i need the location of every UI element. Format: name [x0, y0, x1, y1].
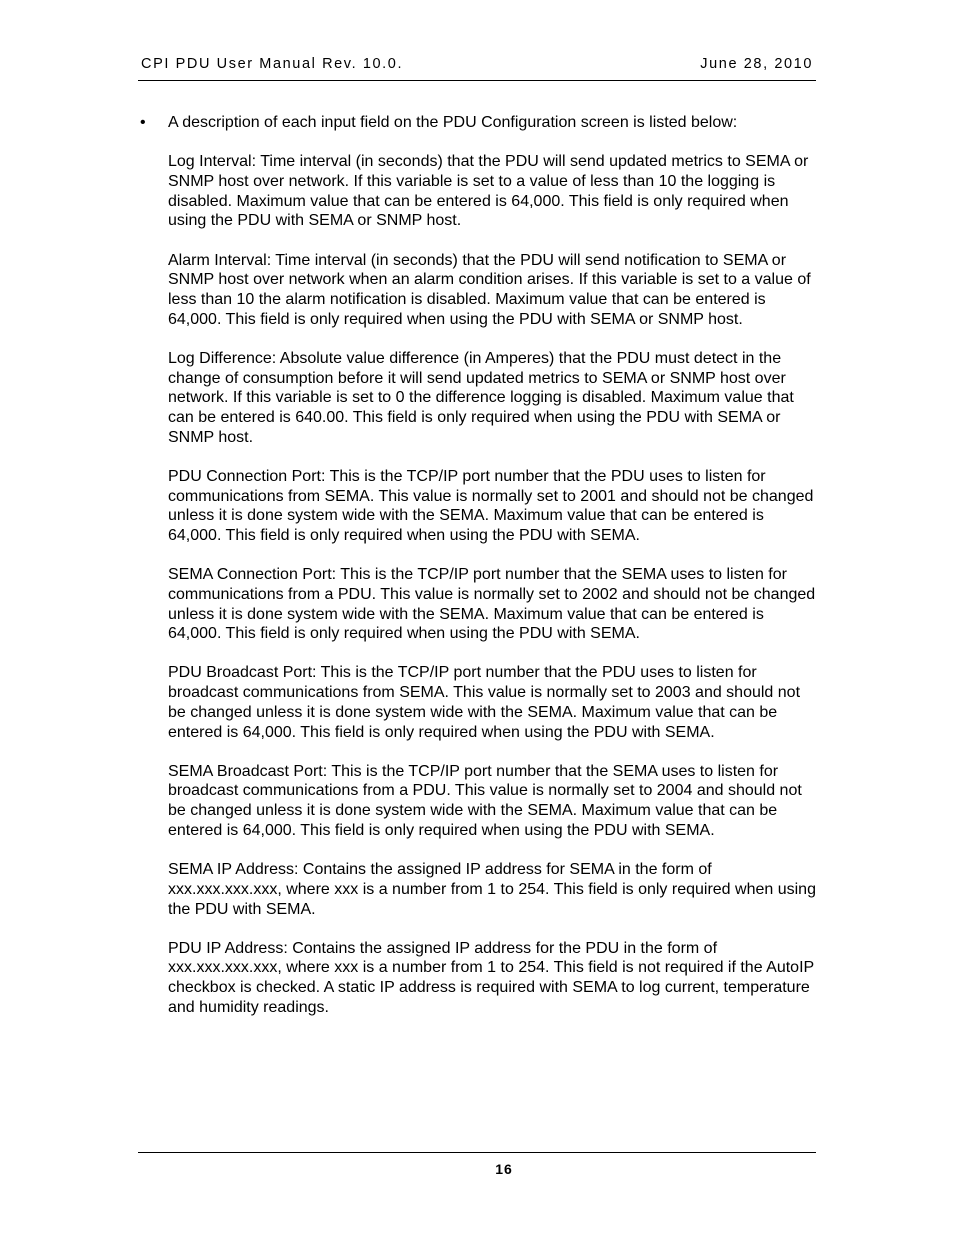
bullet-item — [140, 113, 820, 133]
bullet-icon: • — [140, 114, 146, 131]
page-header — [138, 54, 816, 81]
document-date: June 28, 2010 — [700, 56, 813, 72]
sema-connection-port-description: SEMA Connection Port: This is the TCP/IP port number that the SEMA uses to listen for communications from a PDU. This value is normally set to 2002 and should not be changed unless it is done system wide with the SEMA. Maximum value that can be entered is 64,000. This field is only required when using the PDU with SEMA. — [168, 566, 816, 643]
sema-broadcast-port-description: SEMA Broadcast Port: This is the TCP/IP port number that the SEMA uses to listen for broadcast communications from a PDU. This value is normally set to 2004 and should not be changed unless it is done system wide with the SEMA. Maximum value that can be entered is 64,000. This field is only required when using the PDU with SEMA. — [168, 762, 802, 839]
pdu-connection-port-description: PDU Connection Port: This is the TCP/IP port number that the PDU uses to listen for communications from SEMA. This value is normally set to 2001 and should not be changed unless it is done system wide with the SEMA. Maximum value that can be entered is 64,000. This field is only required when using the PDU with SEMA. — [168, 467, 814, 544]
alarm-interval-description: Alarm Interval: Time interval (in seconds) that the PDU will send notification to SEMA or SNMP host over network when an alarm condition arises. If this variable is set to a value of less than 10 the alarm notification is disabled. Maximum value that can be entered is 64,000. This field is only required when using the PDU with SEMA or SNMP host. — [168, 251, 811, 328]
intro-text: A description of each input field on the PDU Configuration screen is listed below: — [168, 114, 738, 131]
pdu-ip-address-description: PDU IP Address: Contains the assigned IP address for the PDU in the form of xxx.xxx.xxx.xxx, where xxx is a number from 1 to 254. This field is not required if the AutoIP checkbox is checked. A static IP address is required with SEMA to log current, temperature and humidity readings. — [168, 939, 814, 1016]
log-difference-description: Log Difference: Absolute value difference (in Amperes) that the PDU must detect in the change of consumption before it will send updated metrics to SEMA or SNMP host over network. If this variable is set to 0 the difference logging is disabled. Maximum value that can be entered is 640.00. This field is only required when using the PDU with SEMA or SNMP host. — [168, 349, 794, 446]
sema-ip-address-description: SEMA IP Address: Contains the assigned IP address for SEMA in the form of xxx.xxx.xxx.xxx, where xxx is a number from 1 to 254. This field is only required when using the PDU with SEMA. — [168, 861, 816, 918]
log-interval-description: Log Interval: Time interval (in seconds) that the PDU will send updated metrics to SEMA or SNMP host over network. If this variable is set to a value of less than 10 the logging is disabled. Maximum value that can be entered is 64,000. This field is only required when using the PDU with SEMA or SNMP host. — [168, 153, 809, 230]
footer-rule — [138, 1152, 816, 1153]
document-title: CPI PDU User Manual Rev. 10.0. — [141, 56, 404, 72]
page-content — [140, 113, 820, 1037]
page-number: 16 — [495, 1161, 513, 1177]
pdu-broadcast-port-description: PDU Broadcast Port: This is the TCP/IP port number that the PDU uses to listen for broadcast communications from SEMA. This value is normally set to 2003 and should not be changed unless it is done system wide with the SEMA. Maximum value that can be entered is 64,000. This field is only required when using the PDU with SEMA. — [168, 664, 801, 741]
